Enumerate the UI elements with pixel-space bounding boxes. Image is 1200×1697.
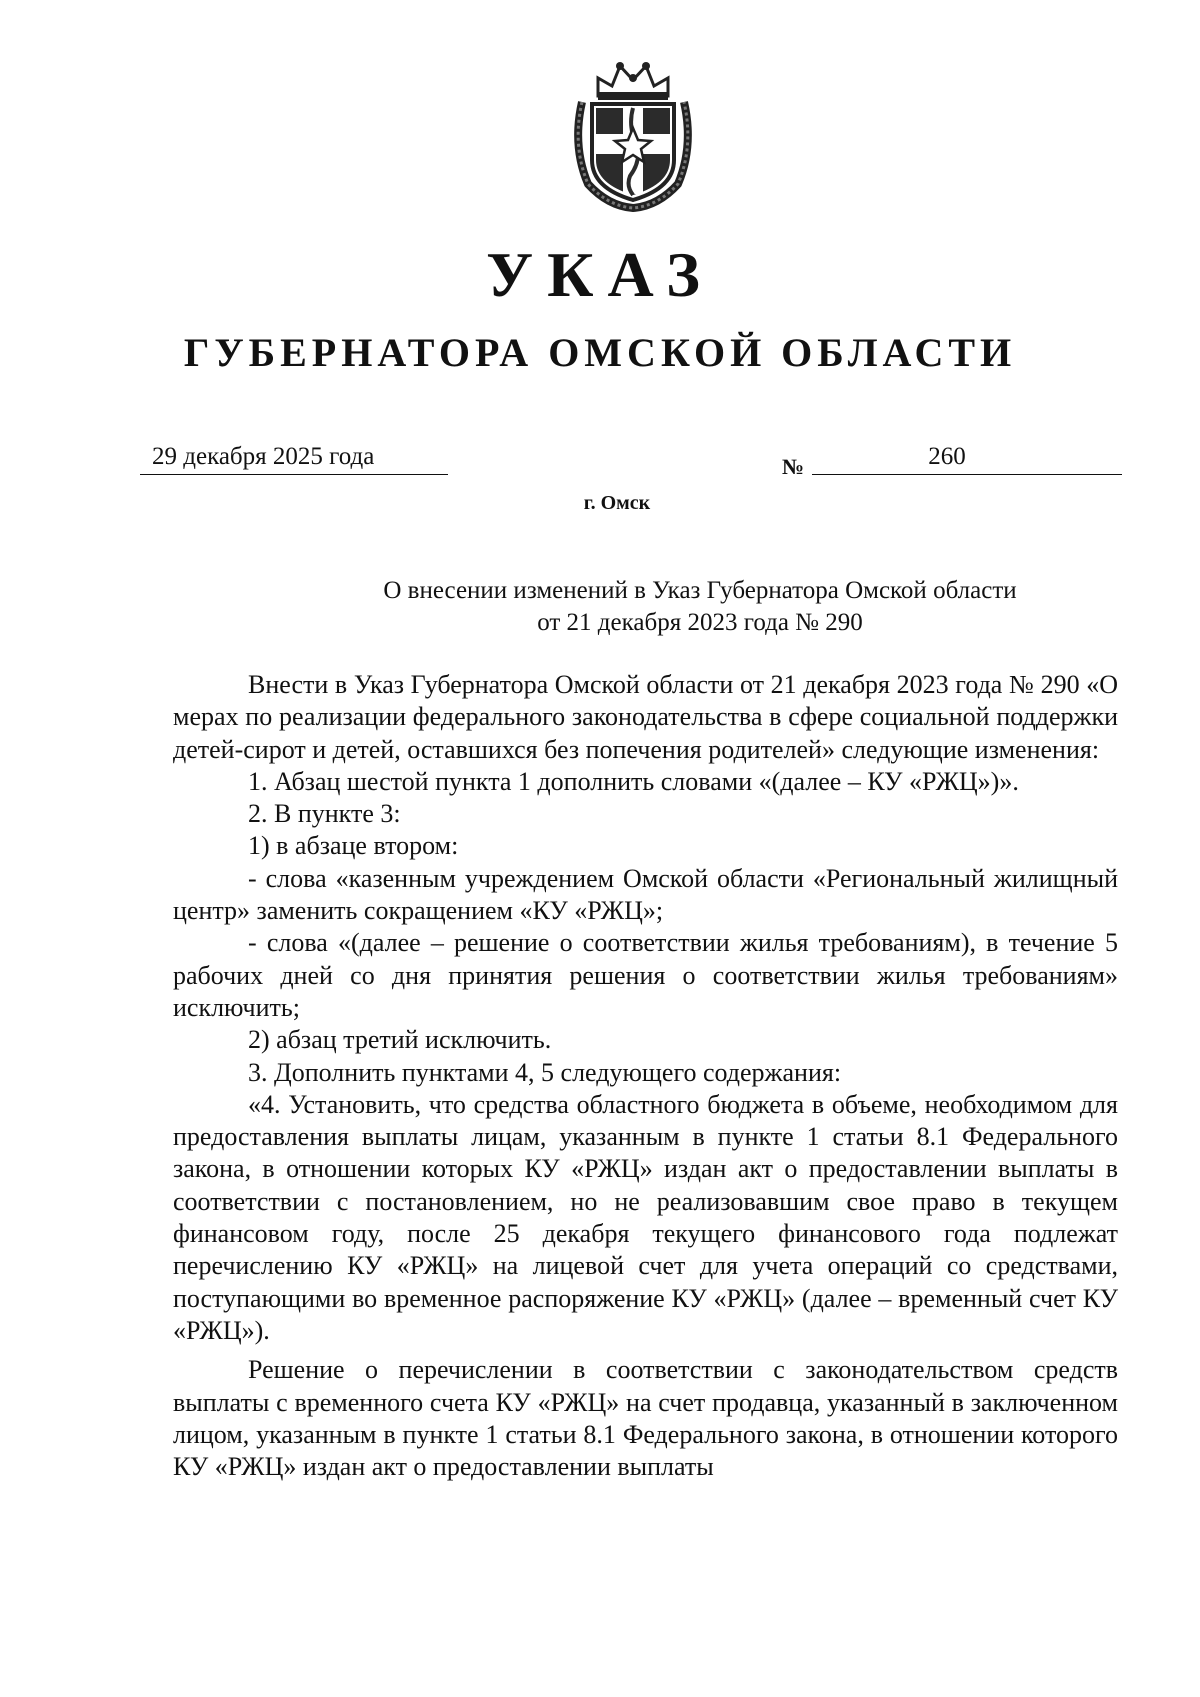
decree-date: 29 декабря 2025 года <box>140 440 448 475</box>
body-paragraph: 1. Абзац шестой пункта 1 дополнить словами «(далее – КУ «РЖЦ»)». <box>248 766 1019 796</box>
document-issuer: ГУБЕРНАТОРА ОМСКОЙ ОБЛАСТИ <box>183 330 1017 375</box>
body-paragraph: 2. В пункте 3: <box>248 799 401 829</box>
document-title: УКАЗ <box>486 239 714 310</box>
decree-body <box>173 669 1118 1483</box>
city-label: г. Омск <box>583 492 651 514</box>
subject-line-2: от 21 декабря 2023 года № 290 <box>537 609 863 636</box>
decree-number: 260 <box>812 440 1122 475</box>
subject-line-1: О внесении изменений в Указ Губернатора Омской области <box>383 577 1017 604</box>
body-paragraph: 3. Дополнить пунктами 4, 5 следующего содержания: <box>248 1057 842 1087</box>
body-paragraph: 1) в абзаце втором: <box>248 831 459 861</box>
number-label: № <box>782 454 805 479</box>
body-paragraph: Решение о перечислении в соответствии с законодательством средств выплаты с временного счета КУ «РЖЦ» на счет продавца, указанный в заключенном лицом, указанным в пункте 1 статьи 8.1 Федерального закона, в отношении которого КУ «РЖЦ» издан акт о предоставлении выплаты <box>173 1355 1118 1482</box>
decree-subject <box>300 575 1100 639</box>
body-paragraph: «4. Установить, что средства областного бюджета в объеме, необходимом для предоставления выплаты лицам, указанным в пункте 1 статьи 8.1 Федерального закона, в отношении которых КУ «РЖЦ» издан акт о предоставлении выплаты в соответствии с постановлением, но не реализовавшим свое право в текущем финансовом году, после 25 декабря текущего финансового года подлежат перечислению КУ «РЖЦ» на лицевой счет для учета операций со средствами, поступающими во временное распоряжение КУ «РЖЦ» (далее – временный счет КУ «РЖЦ»). <box>173 1089 1118 1345</box>
body-paragraph: Внести в Указ Губернатора Омской области от 21 декабря 2023 года № 290 «О мерах по реализации федерального законодательства в сфере социальной поддержки детей-сирот и детей, оставшихся без попечения родителей» следующие изменения: <box>173 670 1118 764</box>
body-paragraph: - слова «(далее – решение о соответствии жилья требованиям), в течение 5 рабочих дней со дня принятия решения о соответствии жилья требованиям» исключить; <box>173 928 1118 1022</box>
body-paragraph: 2) абзац третий исключить. <box>248 1025 552 1055</box>
coat-of-arms-icon <box>568 56 698 212</box>
body-paragraph: - слова «казенным учреждением Омской области «Региональный жилищный центр» заменить сокращением «КУ «РЖЦ»; <box>173 863 1118 926</box>
